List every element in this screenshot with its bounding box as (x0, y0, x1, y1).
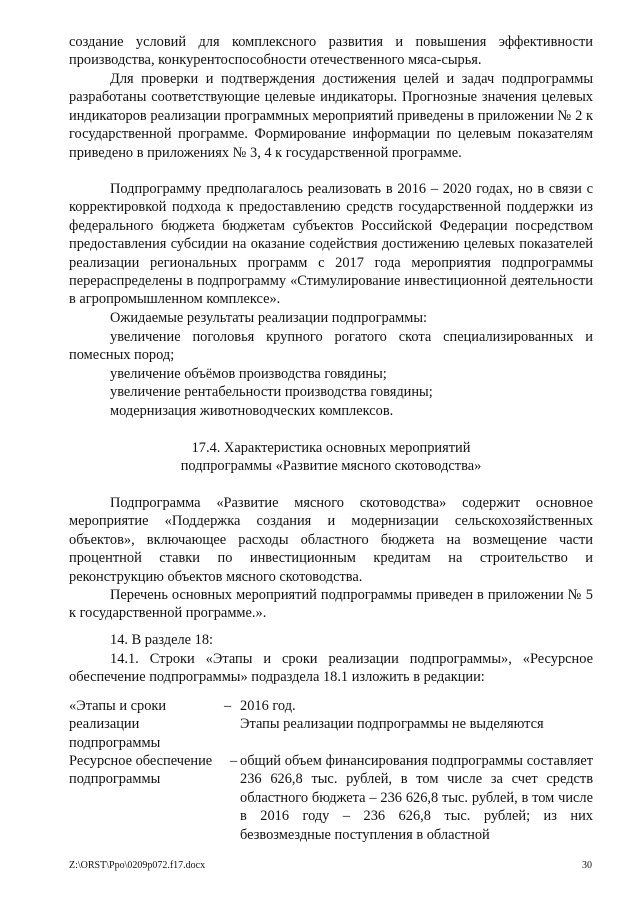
footer-page-number: 30 (582, 860, 592, 871)
label-line: Ресурсное обеспечение (69, 753, 213, 769)
paragraph-indicators: Для проверки и подтверждения достижения целей и задач подпрограммы разработаны соответствующие целевые индикаторы. Прогнозные значения целевых индикаторов реализации программных мероприятий приведены в приложении № 2 к государственной программе. Формирование информации по целевым показателям приведено в приложениях № 3, 4 к государственной программе. (69, 71, 593, 161)
footer-file-path: Z:\ORST\Ppo\0209p072.f17.docx (69, 860, 206, 871)
label-line: «Этапы и сроки (69, 698, 167, 714)
amendment-item-14: 14. В разделе 18: (110, 632, 214, 648)
list-item-beef-profitability: увеличение рентабельности производства говядины; (110, 384, 433, 400)
table-row-resources-label (69, 752, 212, 789)
paragraph-activity-list: Перечень основных мероприятий подпрограммы приведен в приложении № 5 к государственной программе.». (69, 587, 593, 622)
paragraph-main-activity: Подпрограмма «Развитие мясного скотоводства» содержит основное мероприятие «Поддержка создания и модернизации сельскохозяйственных объектов», включающее расходы областного бюджета на возмещение части процентной ставки по инвестиционным кредитам на строительство и реконструкцию объектов мясного скотоводства. (69, 495, 593, 585)
paragraph-goal-continuation: создание условий для комплексного развития и повышения эффективности производства, конкурентоспособности отечественного мяса-сырья. (69, 34, 593, 69)
label-line: подпрограммы (69, 734, 161, 751)
table-row-stages-value (240, 697, 593, 734)
list-item-cattle-growth: увеличение поголовья крупного рогатого скота специализированных и помесных пород; (69, 329, 593, 364)
table-row-stages-dash: – (224, 698, 232, 714)
value-line: Этапы реализации подпрограммы не выделяются (240, 716, 544, 733)
paragraph-implementation-period: Подпрограмму предполагалось реализовать в 2016 – 2020 годах, но в связи с корректировкой подхода к предоставлению средств государственной поддержки из федерального бюджета бюджетам субъектов Российской Федерации посредством предоставления субсидии на оказание содействия достижению целевых показателей реализации региональных программ с 2017 года мероприятия подпрограммы перераспределены в подпрограмму «Стимулирование инвестиционной деятельности в агропромышленном комплексе». (69, 181, 593, 308)
table-row-stages-label (69, 697, 166, 752)
list-item-modernization: модернизация животноводческих комплексов. (110, 403, 394, 419)
table-row-resources-dash: – (230, 753, 238, 769)
amendment-item-14-1: 14.1. Строки «Этапы и сроки реализации подпрограммы», «Ресурсное обеспечение подпрограммы» подраздела 18.1 изложить в редакции: (69, 651, 593, 686)
paragraph-expected-results: Ожидаемые результаты реализации подпрограммы: (110, 310, 428, 326)
value-line: 2016 год. (240, 698, 296, 714)
section-heading-line2: подпрограммы «Развитие мясного скотоводства» (180, 458, 482, 475)
section-heading-line1: 17.4. Характеристика основных мероприятий (191, 440, 471, 456)
label-line: реализации (69, 716, 140, 733)
list-item-beef-production: увеличение объёмов производства говядины; (110, 366, 387, 382)
table-row-resources-value: общий объем финансирования подпрограммы составляет 236 626,8 тыс. рублей, в том числе за счет средств областного бюджета – 236 626,8 тыс. рублей, в том числе в 2016 году – 236 626,8 тыс. рублей; из них безвозмездные поступления в областной (240, 753, 593, 843)
label-line: подпрограммы (69, 771, 161, 788)
section-heading (69, 439, 593, 476)
